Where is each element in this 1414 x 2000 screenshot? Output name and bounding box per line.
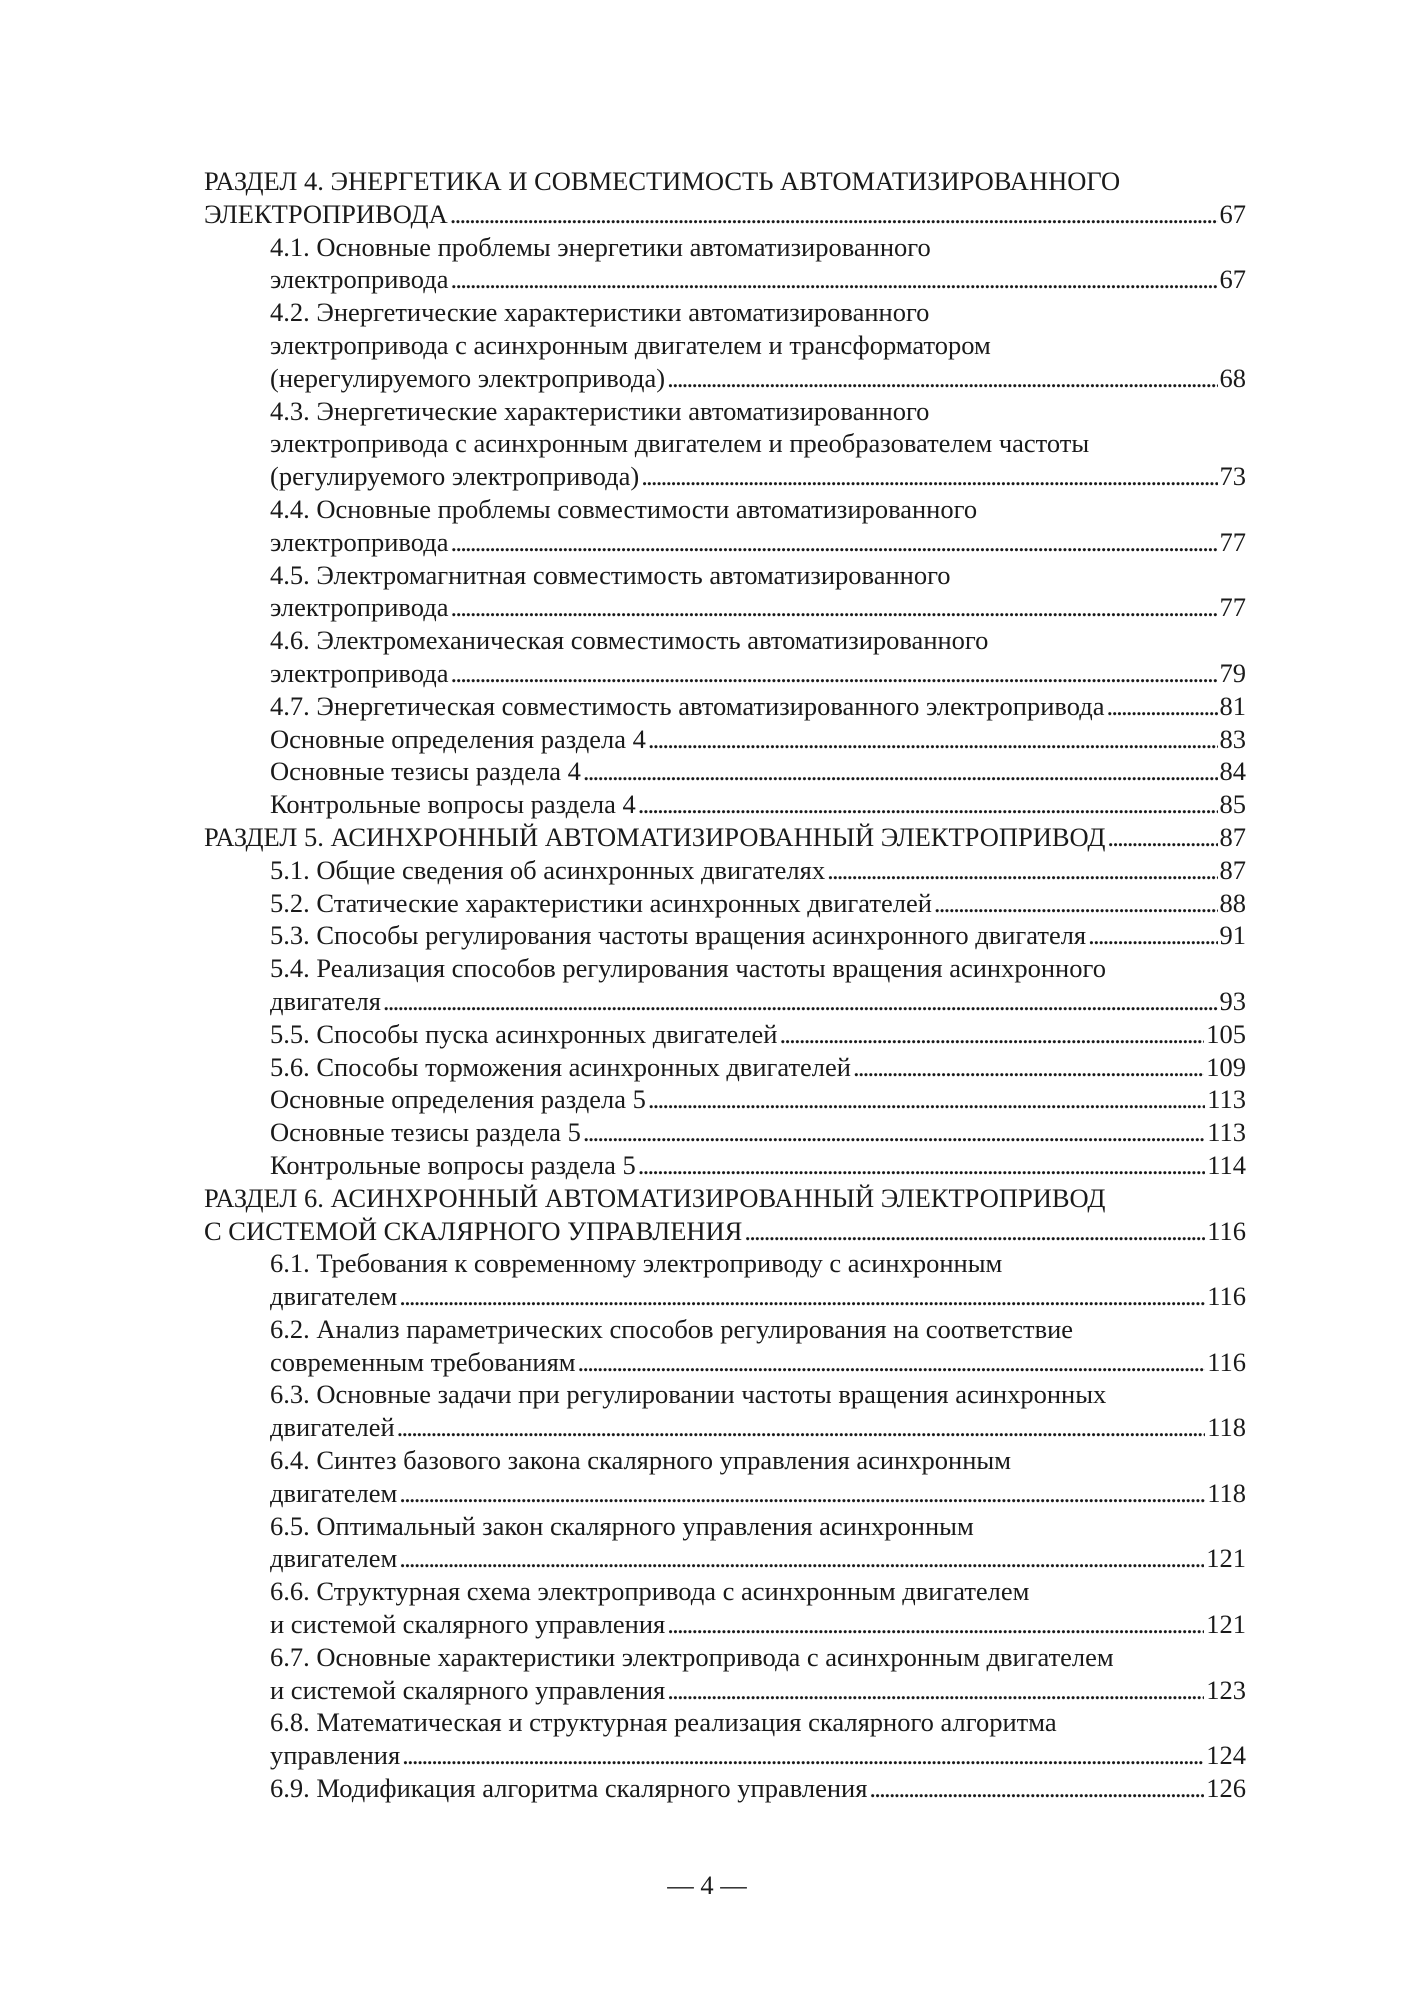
toc-entry-title-line: Основные тезисы раздела 5 xyxy=(270,1117,581,1148)
toc-entry-title-line: электропривода с асинхронным двигателем и преобразователем частоты xyxy=(270,428,1090,459)
toc-entry-leader-row xyxy=(204,821,1246,854)
toc-entry-leader-row xyxy=(270,657,1246,690)
toc-entry-title-line: двигателей xyxy=(270,1412,395,1443)
dot-leader xyxy=(383,985,1218,1018)
toc-entry-leader-row xyxy=(270,723,1246,756)
toc-entry-title-line: РАЗДЕЛ 6. АСИНХРОННЫЙ АВТОМАТИЗИРОВАННЫЙ ЭЛЕКТРОПРИВОД xyxy=(204,1182,1106,1213)
toc-entry-title-line: 4.4. Основные проблемы совместимости автоматизированного xyxy=(270,493,978,524)
toc-entry-leader-row xyxy=(270,1083,1246,1116)
toc-entry-leader-row xyxy=(270,263,1246,296)
toc-entry-title-line: управления xyxy=(270,1740,401,1771)
toc-entry-leader-row xyxy=(270,362,1246,395)
toc-page-number: 121 xyxy=(1206,1543,1246,1574)
toc-page-number: 83 xyxy=(1219,723,1246,754)
toc-entry-title-line: электропривода xyxy=(270,592,449,623)
toc-entry-title-line: двигателя xyxy=(270,985,381,1016)
toc-entry-title-line: электропривода xyxy=(270,657,449,688)
toc-subsection-entry xyxy=(204,395,1246,493)
toc-subsection-entry xyxy=(204,919,1246,952)
toc-page-number: 91 xyxy=(1219,920,1246,951)
toc-subsection-entry xyxy=(204,231,1246,297)
toc-entry-title-line: электропривода xyxy=(270,264,449,295)
toc-entry-leader-row xyxy=(270,1411,1246,1444)
toc-entry-title-line: Контрольные вопросы раздела 4 xyxy=(270,789,636,820)
dot-leader xyxy=(399,1280,1205,1313)
dot-leader xyxy=(397,1411,1206,1444)
toc-entry-title-line: Основные определения раздела 5 xyxy=(270,1084,646,1115)
dot-leader xyxy=(451,263,1218,296)
toc-page-number: 81 xyxy=(1219,690,1246,721)
toc-entry-title-line: С СИСТЕМОЙ СКАЛЯРНОГО УПРАВЛЕНИЯ xyxy=(204,1215,743,1246)
dot-leader xyxy=(934,887,1218,920)
dot-leader xyxy=(869,1772,1204,1805)
toc-entry-title-line: 6.2. Анализ параметрических способов регулирования на соответствие xyxy=(270,1313,1074,1344)
toc-entry-title-line: 4.7. Энергетическая совместимость автоматизированного электропривода xyxy=(270,690,1105,721)
toc-subsection-entry xyxy=(204,690,1246,723)
toc-entry-leader-row xyxy=(270,887,1246,920)
toc-entry-title-line: 6.3. Основные задачи при регулировании частоты вращения асинхронных xyxy=(270,1379,1107,1410)
toc-entry-leader-row xyxy=(204,1215,1246,1248)
toc-entry-leader-row xyxy=(270,985,1246,1018)
toc-page-number: 79 xyxy=(1219,657,1246,688)
toc-page-number: 114 xyxy=(1207,1149,1246,1180)
toc-entry-title-line: 5.4. Реализация способов регулирования частоты вращения асинхронного xyxy=(270,953,1106,984)
dot-leader xyxy=(578,1346,1206,1379)
toc-entry-leader-row xyxy=(270,1542,1246,1575)
toc-subsection-entry xyxy=(204,854,1246,887)
toc-entry-title-line: 6.6. Структурная схема электропривода с асинхронным двигателем xyxy=(270,1576,1030,1607)
toc-entry-title-line: 5.3. Способы регулирования частоты вращения асинхронного двигателя xyxy=(270,920,1087,951)
toc-entry-title-line: современным требованиям xyxy=(270,1346,576,1377)
dot-leader xyxy=(451,657,1218,690)
toc-page-number: 67 xyxy=(1219,198,1246,229)
toc-entry-leader-row xyxy=(270,460,1246,493)
toc-subsection-entry xyxy=(204,493,1246,559)
toc-subsection-entry xyxy=(204,1378,1246,1444)
toc-entry-title-line: (регулируемого электропривода) xyxy=(270,461,640,492)
toc-page-number: 116 xyxy=(1207,1346,1246,1377)
dot-leader xyxy=(667,362,1217,395)
toc-section-entry xyxy=(204,821,1246,854)
table-of-contents xyxy=(204,165,1246,1805)
toc-entry-leader-row xyxy=(270,1608,1246,1641)
toc-entry-leader-row xyxy=(270,1674,1246,1707)
toc-entry-title-line: 6.8. Математическая и структурная реализация скалярного алгоритма xyxy=(270,1707,1057,1738)
toc-entry-title-line: РАЗДЕЛ 4. ЭНЕРГЕТИКА И СОВМЕСТИМОСТЬ АВТОМАТИЗИРОВАННОГО xyxy=(204,166,1121,196)
toc-entry-title-line: 6.5. Оптимальный закон скалярного управления асинхронным xyxy=(270,1510,974,1541)
dot-leader xyxy=(648,723,1218,756)
toc-subsection-entry xyxy=(204,952,1246,1018)
toc-subsection-entry xyxy=(204,296,1246,394)
toc-entry-title-line: 6.9. Модификация алгоритма скалярного управления xyxy=(270,1773,868,1804)
toc-entry-leader-row xyxy=(270,919,1246,952)
dot-leader xyxy=(583,1116,1205,1149)
toc-entry-title-line: 4.5. Электромагнитная совместимость автоматизированного xyxy=(270,559,951,590)
toc-entry-leader-row xyxy=(270,1116,1246,1149)
dot-leader xyxy=(399,1542,1204,1575)
toc-page-number: 73 xyxy=(1219,461,1246,492)
dot-leader xyxy=(853,1051,1204,1084)
dot-leader xyxy=(648,1083,1205,1116)
toc-entry-leader-row xyxy=(270,1018,1246,1051)
toc-entry-title-line: Контрольные вопросы раздела 5 xyxy=(270,1149,636,1180)
toc-entry-leader-row xyxy=(270,788,1246,821)
toc-entry-leader-row xyxy=(270,1346,1246,1379)
toc-entry-title-line: Основные тезисы раздела 4 xyxy=(270,756,581,787)
toc-entry-title-line: двигателем xyxy=(270,1477,398,1508)
dot-leader xyxy=(641,460,1217,493)
toc-entry-leader-row xyxy=(204,198,1246,231)
dot-leader xyxy=(779,1018,1204,1051)
toc-entry-title-line: 5.5. Способы пуска асинхронных двигателей xyxy=(270,1018,778,1049)
toc-entry-leader-row xyxy=(270,1280,1246,1313)
dot-leader xyxy=(451,526,1218,559)
toc-page-number: 121 xyxy=(1206,1609,1246,1640)
toc-page-number: 87 xyxy=(1219,854,1246,885)
dot-leader xyxy=(451,591,1218,624)
toc-entry-leader-row xyxy=(270,755,1246,788)
toc-page-number: 87 xyxy=(1219,821,1246,852)
toc-subsection-entry xyxy=(204,1444,1246,1510)
toc-subsection-entry xyxy=(204,1018,1246,1051)
toc-entry-title-line: двигателем xyxy=(270,1281,398,1312)
toc-entry-leader-row xyxy=(270,1739,1246,1772)
dot-leader xyxy=(827,854,1217,887)
toc-subsection-entry xyxy=(204,755,1246,788)
toc-entry-title-line: 4.3. Энергетические характеристики автоматизированного xyxy=(270,395,930,426)
toc-entry-title-line: 5.1. Общие сведения об асинхронных двигателях xyxy=(270,854,826,885)
page-number: — 4 — xyxy=(667,1870,747,1900)
toc-subsection-entry xyxy=(204,887,1246,920)
dot-leader xyxy=(1106,690,1217,723)
dot-leader xyxy=(638,1149,1205,1182)
toc-page-number: 85 xyxy=(1219,789,1246,820)
toc-section-entry xyxy=(204,1182,1246,1248)
toc-entry-title-line: Основные определения раздела 4 xyxy=(270,723,646,754)
toc-entry-leader-row xyxy=(270,1051,1246,1084)
toc-page-number: 118 xyxy=(1207,1477,1246,1508)
toc-page-number: 118 xyxy=(1207,1412,1246,1443)
toc-entry-title-line: (нерегулируемого электропривода) xyxy=(270,362,666,393)
toc-subsection-entry xyxy=(204,1149,1246,1182)
dot-leader xyxy=(583,755,1218,788)
toc-page-number: 67 xyxy=(1219,264,1246,295)
dot-leader xyxy=(667,1674,1204,1707)
toc-subsection-entry xyxy=(204,1772,1246,1805)
toc-page-number: 116 xyxy=(1207,1281,1246,1312)
toc-subsection-entry xyxy=(204,723,1246,756)
toc-page-number: 109 xyxy=(1206,1051,1246,1082)
dot-leader xyxy=(1088,919,1217,952)
toc-entry-title-line: 6.1. Требования к современному электроприводу с асинхронным xyxy=(270,1248,1003,1279)
toc-entry-leader-row xyxy=(270,591,1246,624)
toc-entry-title-line: 4.2. Энергетические характеристики автоматизированного xyxy=(270,297,930,328)
toc-entry-leader-row xyxy=(270,1149,1246,1182)
dot-leader xyxy=(638,788,1218,821)
toc-entry-title-line: двигателем xyxy=(270,1543,398,1574)
toc-entry-title-line: электропривода xyxy=(270,526,449,557)
toc-subsection-entry xyxy=(204,788,1246,821)
toc-entry-leader-row xyxy=(270,1477,1246,1510)
toc-page-number: 126 xyxy=(1206,1773,1246,1804)
toc-subsection-entry xyxy=(204,1706,1246,1772)
toc-entry-title-line: и системой скалярного управления xyxy=(270,1609,666,1640)
toc-page-number: 124 xyxy=(1206,1740,1246,1771)
toc-subsection-entry xyxy=(204,1510,1246,1576)
toc-subsection-entry xyxy=(204,1051,1246,1084)
toc-entry-leader-row xyxy=(270,526,1246,559)
dot-leader xyxy=(450,198,1218,231)
toc-section-entry xyxy=(204,165,1246,231)
toc-entry-title-line: 5.2. Статические характеристики асинхронных двигателей xyxy=(270,887,932,918)
toc-subsection-entry xyxy=(204,1116,1246,1149)
toc-page-number: 77 xyxy=(1219,592,1246,623)
toc-subsection-entry xyxy=(204,1641,1246,1707)
toc-entry-title-line: ЭЛЕКТРОПРИВОДА xyxy=(204,198,448,229)
toc-entry-title-line: 6.7. Основные характеристики электропривода с асинхронным двигателем xyxy=(270,1641,1114,1672)
toc-page-number: 88 xyxy=(1219,887,1246,918)
dot-leader xyxy=(667,1608,1204,1641)
toc-entry-leader-row xyxy=(270,1772,1246,1805)
toc-subsection-entry xyxy=(204,1575,1246,1641)
toc-page-number: 93 xyxy=(1219,985,1246,1016)
toc-entry-leader-row xyxy=(270,854,1246,887)
toc-page-number: 84 xyxy=(1219,756,1246,787)
toc-subsection-entry xyxy=(204,559,1246,625)
dot-leader xyxy=(402,1739,1204,1772)
toc-entry-title-line: РАЗДЕЛ 5. АСИНХРОННЫЙ АВТОМАТИЗИРОВАННЫЙ ЭЛЕКТРОПРИВОД xyxy=(204,821,1106,852)
toc-entry-title-line: электропривода с асинхронным двигателем и трансформатором xyxy=(270,329,991,360)
toc-page-number: 105 xyxy=(1206,1018,1246,1049)
toc-entry-title-line: и системой скалярного управления xyxy=(270,1674,666,1705)
toc-subsection-entry xyxy=(204,1313,1246,1379)
toc-entry-leader-row xyxy=(270,690,1246,723)
toc-page-number: 113 xyxy=(1207,1117,1246,1148)
toc-subsection-entry xyxy=(204,1247,1246,1313)
toc-subsection-entry xyxy=(204,624,1246,690)
toc-entry-title-line: 4.1. Основные проблемы энергетики автоматизированного xyxy=(270,231,931,262)
dot-leader xyxy=(399,1477,1205,1510)
dot-leader xyxy=(1107,821,1217,854)
toc-page-number: 116 xyxy=(1207,1215,1246,1246)
toc-entry-title-line: 6.4. Синтез базового закона скалярного управления асинхронным xyxy=(270,1445,1011,1476)
dot-leader xyxy=(744,1215,1205,1248)
toc-subsection-entry xyxy=(204,1083,1246,1116)
toc-page-number: 68 xyxy=(1219,362,1246,393)
toc-page-number: 123 xyxy=(1206,1674,1246,1705)
toc-page-number: 77 xyxy=(1219,526,1246,557)
toc-entry-title-line: 5.6. Способы торможения асинхронных двигателей xyxy=(270,1051,851,1082)
toc-entry-title-line: 4.6. Электромеханическая совместимость автоматизированного xyxy=(270,625,989,656)
toc-page-number: 113 xyxy=(1207,1084,1246,1115)
